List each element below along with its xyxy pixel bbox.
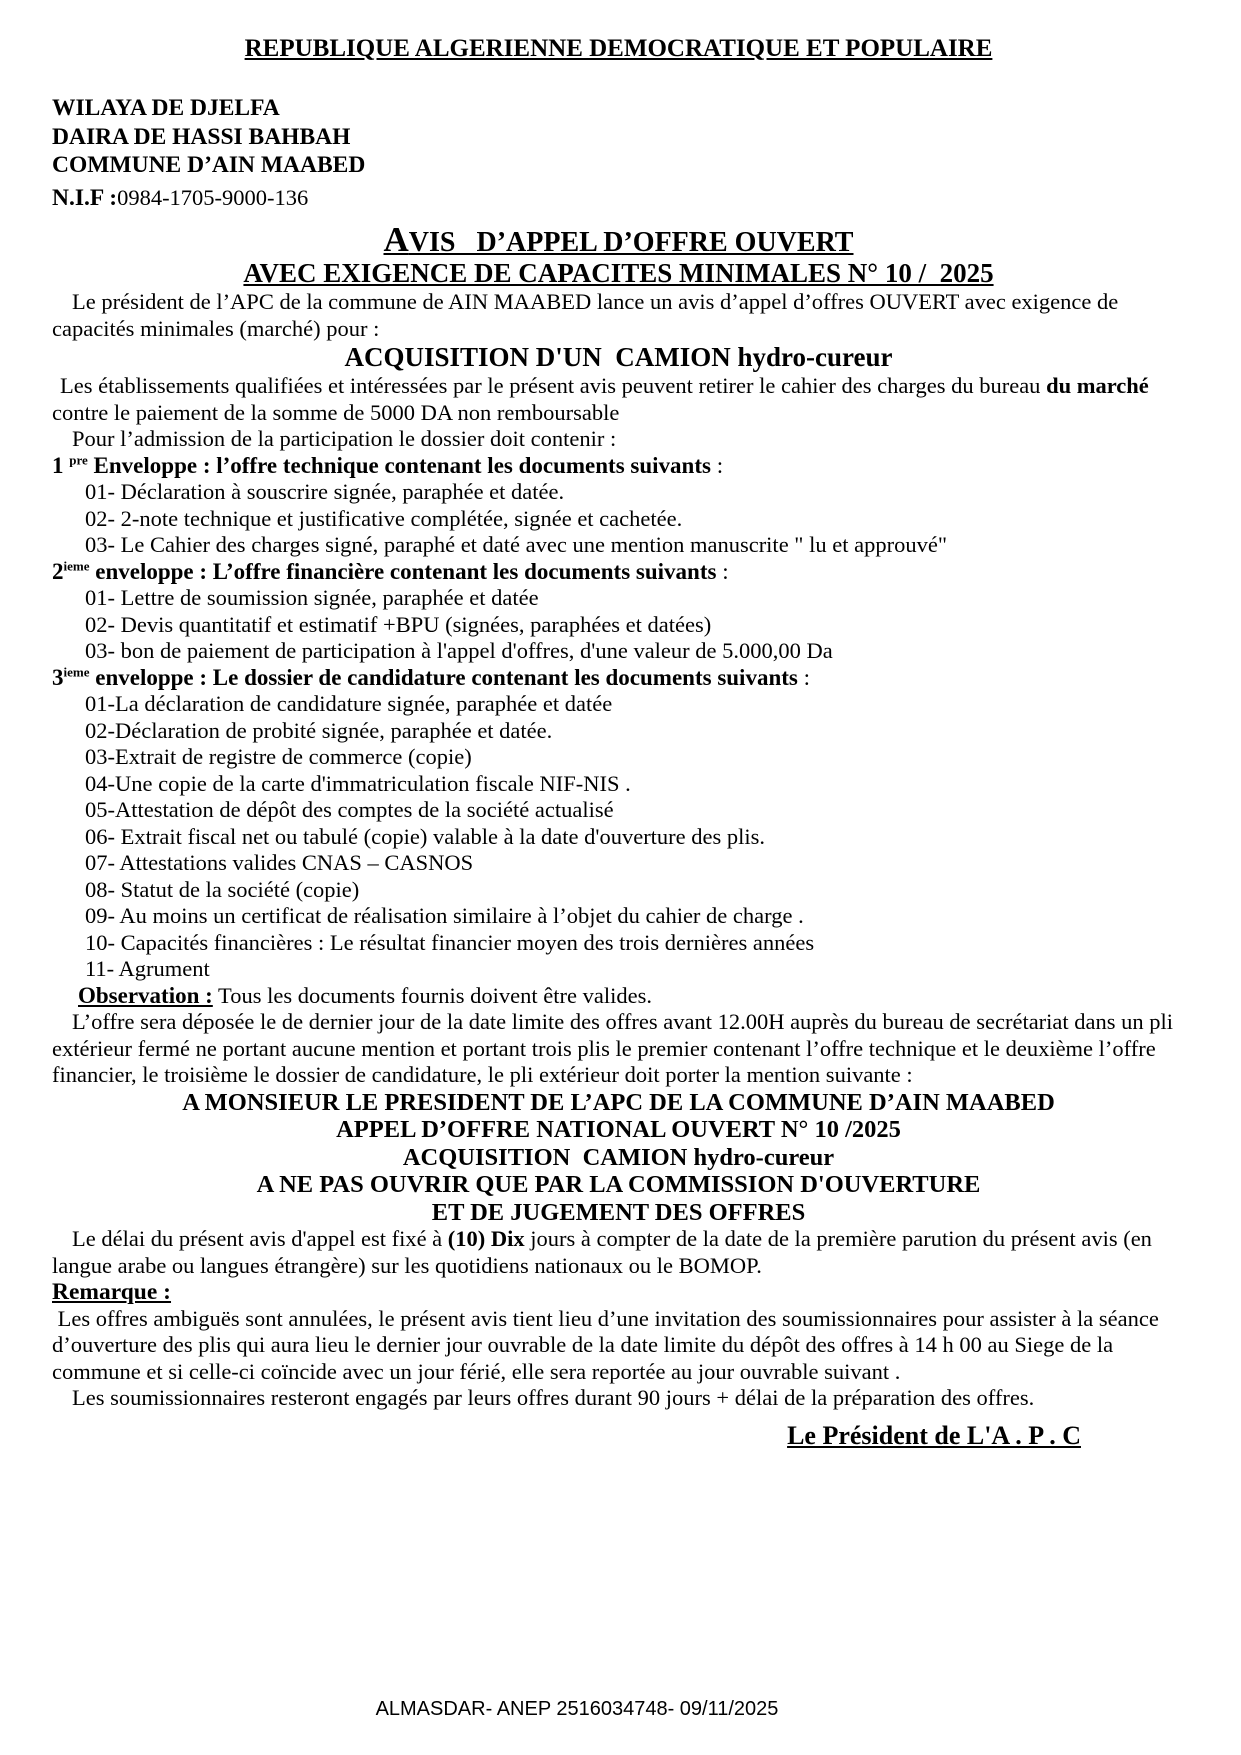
nif-label: N.I.F : (52, 184, 118, 211)
notice-title-line2 (52, 258, 1185, 289)
envelope-3-num: 3 (52, 664, 64, 690)
list-item: 04-Une copie de la carte d'immatriculation fiscale NIF-NIS . (85, 770, 631, 796)
daira-line: DAIRA DE HASSI BAHBAH (52, 123, 351, 150)
republic-title (52, 34, 1185, 64)
remarque-label: Remarque : (52, 1279, 172, 1305)
list-item: 05-Attestation de dépôt des comptes de la société actualisé (85, 797, 614, 822)
envelope-1-colon: : (710, 452, 724, 478)
envelope-mention-line: A MONSIEUR LE PRESIDENT DE L’APC DE LA COMMUNE D’AIN MAABED (182, 1088, 1055, 1116)
nif-value: 0984-1705-9000-136 (117, 184, 309, 210)
observation-line (52, 983, 1185, 1010)
list-item: 01- Lettre de soumission signée, paraphée et datée (85, 585, 539, 610)
list-item: 06- Extrait fiscal net ou tabulé (copie) valable à la date d'ouverture des plis. (85, 823, 766, 849)
signature-row (52, 1420, 1185, 1451)
commune-line: COMMUNE D’AIN MAABED (52, 152, 366, 178)
list-item: 10- Capacités financières : Le résultat financier moyen des trois dernières années (85, 929, 815, 955)
notice-title-line2-text: AVEC EXIGENCE DE CAPACITES MINIMALES N° 10 / 2025 (243, 258, 994, 288)
retrait-text-after: contre le paiement de la somme de 5000 DA non remboursable (52, 373, 1155, 425)
remarque-paragraph: Les offres ambiguës sont annulées, le présent avis tient lieu d’une invitation des soumissionnaires pour assister à la séance d’ouverture des plis qui aura lieu le dernier jour ouvrable de la date limite du dépôt des offres à 14 h 00 au Siege de la commune et si celle-ci coïncide avec un jour férié, elle sera reportée au jour ouvrable suivant . (52, 1305, 1165, 1384)
envelope-3-heading (52, 665, 1185, 692)
list-item: 02-Déclaration de probité signée, paraphée et datée. (85, 717, 553, 743)
observation-label: Observation : (78, 982, 213, 1008)
envelope-2-title: enveloppe : L’offre financière contenant les documents suivants (89, 558, 717, 584)
envelope-3-title: enveloppe : Le dossier de candidature contenant les documents suivants (89, 664, 798, 690)
engagement-line: Les soumissionnaires resteront engagés par leurs offres durant 90 jours + délai de la préparation des offres. (72, 1385, 1035, 1410)
list-item: 09- Au moins un certificat de réalisation similaire à l’objet du cahier de charge . (85, 903, 804, 928)
envelope-2-ordinal: ieme (63, 557, 90, 573)
depot-paragraph: L’offre sera déposée le de dernier jour de la date limite des offres avant 12.00H auprès du bureau de secrétariat dans un pli extérieur fermé ne portant aucune mention et portant trois plis le premier contenant l’offre technique et le deuxième l’offre financier, le troisième le dossier de candidature, le pli extérieur doit porter la mention suivante : (52, 1009, 1179, 1087)
list-item: 03-Extrait de registre de commerce (copie) (85, 744, 472, 769)
envelope-1-heading (52, 453, 1185, 480)
list-item: 01-La déclaration de candidature signée, paraphée et datée (85, 691, 613, 716)
notice-title-rest: VIS D’APPEL D’OFFRE OUVERT (408, 227, 854, 258)
anep-footer: ALMASDAR- ANEP 2516034748- 09/11/2025 (375, 1697, 779, 1720)
retrait-text-before: Les établissements qualifiées et intéressées par le présent avis peuvent retirer le cahier des charges du bureau (60, 373, 1047, 398)
envelope-1-ordinal: pre (69, 451, 88, 467)
republic-title-text: REPUBLIQUE ALGERIENNE DEMOCRATIQUE ET POPULAIRE (244, 35, 993, 62)
list-item: 02- 2-note technique et justificative complétée, signée et cachetée. (85, 505, 683, 531)
envelope-mention-line: ET DE JUGEMENT DES OFFRES (431, 1198, 806, 1226)
list-item: 07- Attestations valides CNAS – CASNOS (85, 850, 474, 875)
envelope-2-colon: : (716, 558, 729, 584)
retrait-bold: du marché (1046, 373, 1149, 398)
notice-title-initial: A (383, 220, 409, 259)
delai-text-before: Le délai du présent avis d'appel est fixé à (72, 1226, 448, 1251)
envelope-3-colon: : (797, 664, 810, 690)
intro-paragraph: Le président de l’APC de la commune de AIN MAABED lance un avis d’appel d’offres OUVERT avec exigence de capacités minimales (marché) pour : (52, 289, 1124, 341)
list-item: 03- bon de paiement de participation à l'appel d'offres, d'une valeur de 5.000,00 Da (85, 638, 833, 663)
president-signature: Le Président de L'A . P . C (787, 1420, 1081, 1450)
envelope-mention-line: ACQUISITION CAMION hydro-cureur (402, 1143, 835, 1171)
observation-text: Tous les documents fournis doivent être valides. (212, 982, 652, 1008)
notice-title-line1-text (383, 220, 854, 259)
envelope-2-heading (52, 559, 1185, 586)
wilaya-line: WILAYA DE DJELFA (52, 95, 280, 121)
admission-line: Pour l’admission de la participation le dossier doit contenir : (72, 426, 617, 451)
retrait-paragraph (52, 373, 1185, 426)
delai-bold: (10) Dix (447, 1226, 525, 1251)
list-item: 02- Devis quantitatif et estimatif +BPU (signées, paraphées et datées) (85, 611, 712, 637)
notice-title-line1 (52, 220, 1185, 259)
list-item: 01- Déclaration à souscrire signée, paraphée et datée. (85, 479, 565, 504)
delai-text-after: jours à compter de la date de la première parution du présent avis (en langue arabe ou langues étrangère) sur les quotidiens nationaux ou le BOMOP. (52, 1226, 1158, 1278)
issuer-block (52, 94, 1185, 212)
list-item: 08- Statut de la société (copie) (85, 876, 360, 902)
envelope-1-num: 1 (52, 452, 70, 478)
delai-paragraph (52, 1226, 1185, 1279)
envelope-mention-line: APPEL D’OFFRE NATIONAL OUVERT N° 10 /2025 (336, 1116, 901, 1143)
envelope-1-title: Enveloppe : l’offre technique contenant les documents suivants (87, 452, 711, 478)
envelope-mention-line: A NE PAS OUVRIR QUE PAR LA COMMISSION D'OUVERTURE (256, 1171, 981, 1198)
list-item: 11- Agrument (85, 956, 210, 981)
nif-line (52, 184, 1185, 213)
envelope-2-num: 2 (52, 558, 64, 584)
subject-title: ACQUISITION D'UN CAMION hydro-cureur (344, 342, 893, 372)
envelope-3-ordinal: ieme (63, 663, 90, 679)
list-item: 03- Le Cahier des charges signé, paraphé et daté avec une mention manuscrite " lu et approuvé" (85, 532, 947, 557)
remarque-heading (52, 1279, 1185, 1306)
